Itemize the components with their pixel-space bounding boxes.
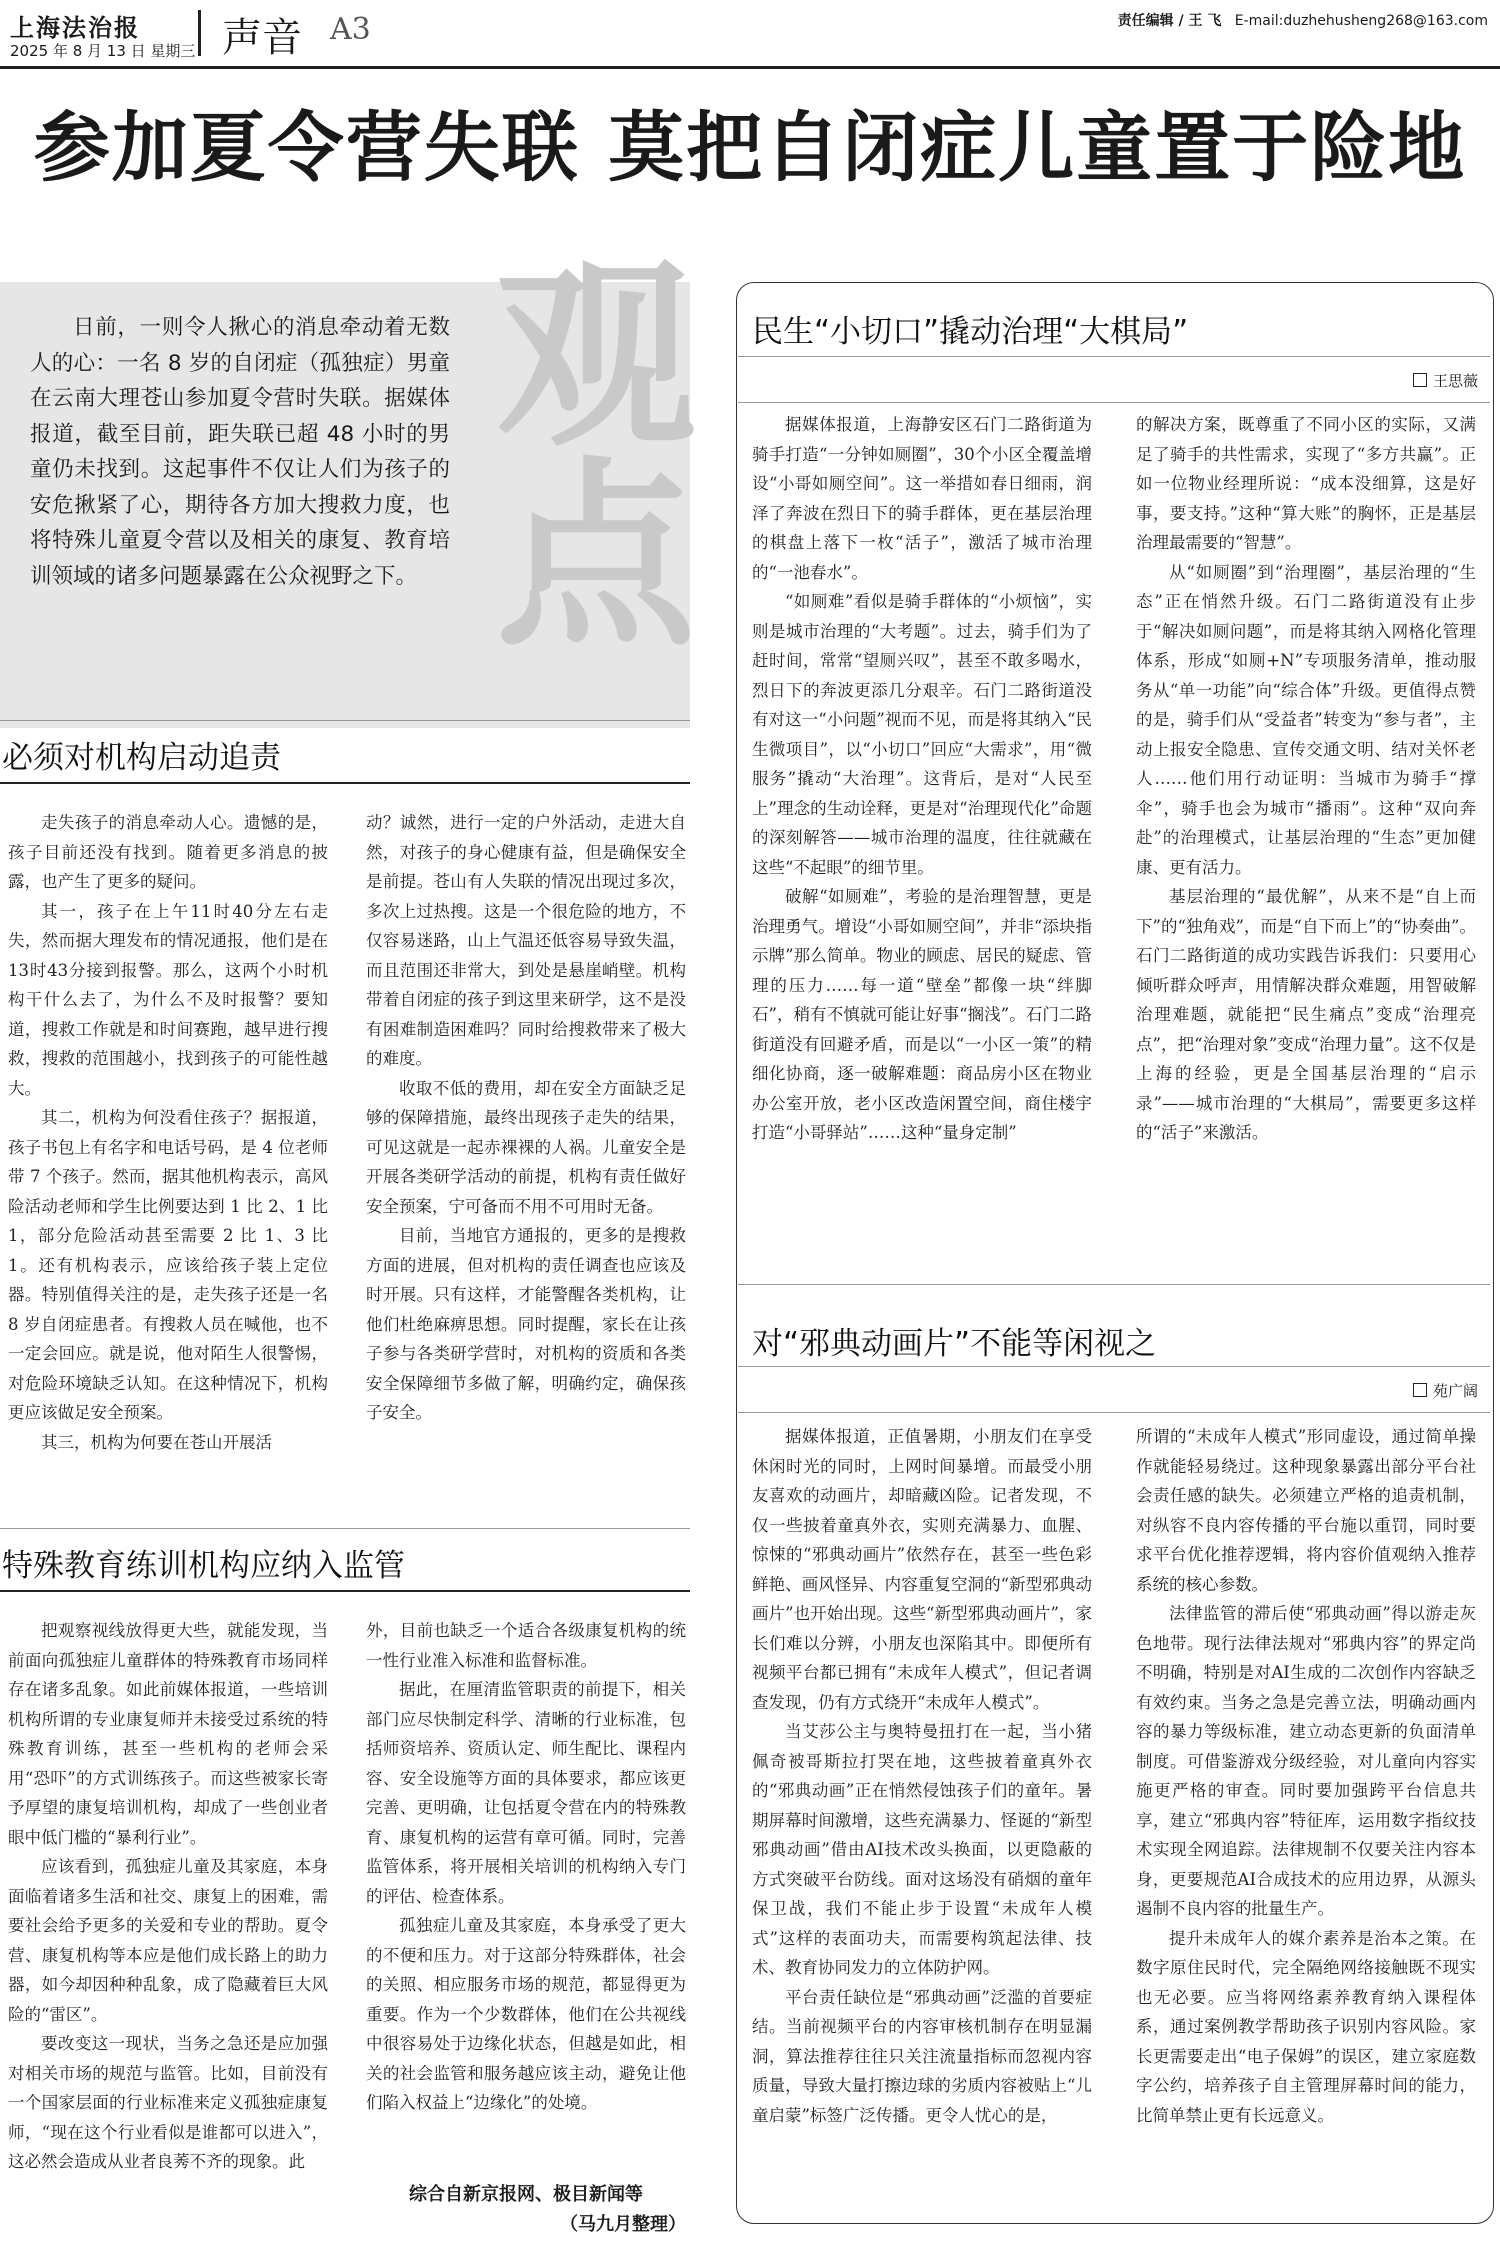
paragraph: 应该看到，孤独症儿童及其家庭，本身面临着诸多生活和社交、康复上的困难，需要社会给予更多的关爱和专业的帮助。夏令营、康复机构等本应是他们成长路上的助力器，如今却因种种乱象，成了隐藏着巨大风险的“雷区”。 (8, 1857, 328, 2024)
editor-label: 责任编辑 / 王 飞 (1117, 13, 1222, 29)
header-divider (198, 10, 201, 56)
paragraph: 据此，在厘清监管职责的前提下，相关部门应尽快制定科学、清晰的行业标准，包括师资培养、资质认定、师生配比、课程内容、安全设施等方面的具体要求，都应该更完善、更明确，让包括夏令营在内的特殊教育、康复机构的运营有章可循。同时，完善监管体系，将开展相关培训的机构纳入专门的评估、检查体系。 (366, 1680, 686, 1906)
editor-email: E-mail:duzhehusheng268@163.com (1234, 13, 1488, 29)
section-name: 声音 (222, 15, 302, 61)
paragraph: 其一，孩子在上午11时40分左右走失，然而据大理发布的情况通报，他们是在13时43分接到报警。那么，这两个小时机构干什么去了，为什么不及时报警？要知道，搜救工作就是和时间赛跑，越早进行搜救，搜救的范围越小，找到孩子的可能性越大。 (8, 901, 328, 1098)
paragraph: 法律监管的滞后使“邪典动画”得以游走灰色地带。现行法律法规对“邪典内容”的界定尚不明确，特别是对AI生成的二次创作内容缺乏有效约束。当务之急是完善立法，明确动画内容的暴力等级标准，建立动态更新的负面清单制度。可借鉴游戏分级经验，对儿童向内容实施更严格的审查。同时要加强跨平台信息共享，建立“邪典内容”特征库，运用数字指纹技术实现全网追踪。法律规制不仅要关注内容本身，更要规范AI合成技术的应用边界，从源头遏制不良内容的批量生产。 (1136, 1604, 1476, 1918)
article2-title: 特殊教育练训机构应纳入监管 (2, 1548, 405, 1584)
paragraph: 据媒体报道，上海静安区石门二路街道为骑手打造“一分钟如厕圈”，30个小区全覆盖增设“小哥如厕空间”。这一举措如春日细雨，润泽了奔波在烈日下的骑手群体，更在基层治理的棋盘上落下一枚“活子”，激活了城市治理的“一池春水”。 (752, 415, 1092, 582)
paragraph: 的解决方案，既尊重了不同小区的实际，又满足了骑手的共性需求，实现了“多方共赢”。正如一位物业经理所说：“成本没细算，这是好事，要支持。”这种“算大账”的胸怀，正是基层治理最需要的“智慧”。 (1136, 415, 1476, 552)
paragraph: 据媒体报道，正值暑期，小朋友们在享受休闲时光的同时，上网时间暴增。而最受小朋友喜欢的动画片，却暗藏凶险。记者发现，不仅一些披着童真外衣，实则充满暴力、血腥、惊悚的“邪典动画片”依然存在，甚至一些色彩鲜艳、画风怪异、内容重复空洞的“新型邪典动画片”也开始出现。这些“新型邪典动画片”，家长们难以分辨，小朋友也深陷其中。即便所有视频平台都已拥有“未成年人模式”，但记者调查发现，仍有方式绕开“未成年人模式”。 (752, 1427, 1092, 1712)
article4-title: 对“邪典动画片”不能等闲视之 (752, 1326, 1157, 1362)
paragraph: 其二，机构为何没看住孩子？据报道，孩子书包上有名字和电话号码，是 4 位老师带 7 个孩子。然而，据其他机构表示，高风险活动老师和学生比例要达到 1 比 2、1 比 1，部分危险活动甚至需要 2 比 1、3 比 1。还有机构表示，应该给孩子装上定位器。特别值得关注的是，走失孩子还是一名 8 岁自闭症患者。有搜救人员在喊他，也不一定会回应。就是说，他对陌生人很警惕，对危险环境缺乏认知。在这种情况下，机构更应该做足安全预案。 (8, 1108, 328, 1422)
paragraph: 从“如厕圈”到“治理圈”，基层治理的“生态”正在悄然升级。石门二路街道没有止步于“解决如厕问题”，而是将其纳入网格化管理体系，形成“如厕+N”专项服务清单，推动服务从“单一功能”向“综合体”升级。更值得点赞的是，骑手们从“受益者”转变为“参与者”，主动上报安全隐患、宣传交通文明、结对关怀老人……他们用行动证明：当城市为骑手“撑伞”，骑手也会为城市“播雨”。这种“双向奔赴”的治理模式，让基层治理的“生态”更加健康、更有活力。 (1136, 562, 1476, 877)
intro-paragraph: 日前，一则令人揪心的消息牵动着无数人的心：一名 8 岁的自闭症（孤独症）男童在云南大理苍山参加夏令营时失联。据媒体报道，截至目前，距失联已超 48 小时的男童仍未找到。这起事件不仅让人们为孩子的安危揪紧了心，期待各方加大搜救力度，也将特殊儿童夏令营以及相关的康复、教育培训领域的诸多问题暴露在公众视野之下。 (30, 315, 450, 589)
article1-title: 必须对机构启动追责 (2, 740, 281, 776)
paragraph: 基层治理的“最优解”，从来不是“自上而下”的“独角戏”，而是“自下而上”的“协奏曲”。石门二路街道的成功实践告诉我们：只要用心倾听群众呼声，用情解决群众难题，用智破解治理难题，就能把“民生痛点”变成“治理亮点”，把“治理对象”变成“治理力量”。这不仅是上海的经验，更是全国基层治理的“启示录”——城市治理的“大棋局”，需要更多这样的“活子”来激活。 (1136, 887, 1476, 1142)
article2-top-rule (0, 1528, 690, 1529)
article2-col2 (366, 1616, 686, 2118)
watermark-guandian (462, 250, 698, 673)
watermark-text: 观点 (462, 250, 698, 650)
article3-title: 民生“小切口”撬动治理“大棋局” (752, 314, 1189, 350)
paragraph: 动？诚然，进行一定的户外活动，走进大自然，对孩子的身心健康有益，但是确保安全是前提。苍山有人失联的情况出现过多次，多次上过热搜。这是一个很危险的地方，不仅容易迷路，山上气温还低容易导致失温，而且范围还非常大，到处是悬崖峭壁。机构带着自闭症的孩子到这里来研学，这不是没有困难制造困难吗？同时给搜救带来了极大的难度。 (366, 813, 686, 1068)
article2-compiler: （马九月整理） (560, 2214, 686, 2235)
paragraph: 收取不低的费用，却在安全方面缺乏足够的保障措施，最终出现孩子走失的结果，可见这就是一起赤裸裸的人祸。儿童安全是开展各类研学活动的前提，机构有责任做好安全预案，宁可备而不用不可用时无备。 (366, 1078, 686, 1216)
article4-col1 (752, 1422, 1092, 2130)
article4-author: 苑广阔 (1432, 1382, 1478, 1400)
article1-col1 (8, 808, 328, 1457)
issue-date: 2025 年 8 月 13 日 星期三 (10, 42, 196, 60)
paragraph: 提升未成年人的媒介素养是治本之策。在数字原住民时代，完全隔绝网络接触既不现实也无必要。应当将网络素养教育纳入课程体系，通过案例教学帮助孩子识别内容风险。家长更需要走出“电子保姆”的误区，建立家庭数字公约，培养孩子自主管理屏幕时间的能力，比简单禁止更有长远意义。 (1136, 1928, 1476, 2125)
page-number: A3 (330, 12, 371, 47)
byline-square-icon (1413, 373, 1427, 387)
editor-info (1118, 10, 1488, 30)
paragraph: 其三，机构为何要在苍山开展活 (41, 1432, 272, 1452)
main-headline: 参加夏令营失联 莫把自闭症儿童置于险地 (33, 103, 1467, 192)
article1-top-rule (0, 720, 690, 721)
article3-byline-rule (738, 402, 1490, 403)
paragraph: “如厕难”看似是骑手群体的“小烦恼”，实则是城市治理的“大考题”。过去，骑手们为了赶时间，常常“望厕兴叹”，甚至不敢多喝水，烈日下的奔波更添几分艰辛。石门二路街道没有对这一“小问题”视而不见，而是将其纳入“民生微项目”，以“小切口”回应“大需求”，用“微服务”撬动“大治理”。这背后，是对“人民至上”理念的生动诠释，更是对“治理现代化”命题的深刻解答——城市治理的温度，往往就藏在这些“不起眼”的细节里。 (752, 592, 1092, 877)
paragraph: 目前，当地官方通报的，更多的是搜救方面的进展，但对机构的责任调查也应该及时开展。只有这样，才能警醒各类机构，让他们杜绝麻痹思想。同时提醒，家长在让孩子参与各类研学营时，对机构的资质和各类安全保障细节多做了解，明确约定，确保孩子安全。 (366, 1226, 686, 1422)
paragraph: 要改变这一现状，当务之急还是应加强对相关市场的规范与监管。比如，目前没有一个国家层面的行业标准来定义孤独症康复师，“现在这个行业看似是谁都可以进入”，这必然会造成从业者良莠不齐的现象。此 (8, 2034, 328, 2171)
paragraph: 外，目前也缺乏一个适合各级康复机构的统一性行业准入标准和监督标准。 (366, 1621, 686, 1670)
article1-title-rule (0, 782, 690, 784)
article1-col2 (366, 808, 686, 1428)
paragraph: 把观察视线放得更大些，就能发现，当前面向孤独症儿童群体的特殊教育市场同样存在诸多乱象。如此前媒体报道，一些培训机构所谓的专业康复师并未接受过系统的特殊教育训练，甚至一些机构的老师会采用“恐吓”的方式训练孩子。而这些被家长寄予厚望的康复培训机构，却成了一些创业者眼中低门槛的“暴利行业”。 (8, 1621, 328, 1847)
article3-author: 王思薇 (1432, 372, 1478, 390)
paragraph: 平台责任缺位是“邪典动画”泛滥的首要症结。当前视频平台的内容审核机制存在明显漏洞，算法推荐往往只关注流量指标而忽视内容质量，导致大量打擦边球的劣质内容被贴上“儿童启蒙”标签广泛传播。更令人忧心的是， (752, 1987, 1092, 2125)
article2-source: 综合自新京报网、极目新闻等 (409, 2184, 643, 2205)
article2-col1 (8, 1616, 328, 2177)
article4-byline-rule (738, 1412, 1490, 1413)
article3-title-rule (738, 356, 1490, 357)
paragraph: 孤独症儿童及其家庭，本身承受了更大的不便和压力。对于这部分特殊群体，社会的关照、相应服务市场的规范，都显得更为重要。作为一个少数群体，他们在公共视线中很容易处于边缘化状态，但越是如此，相关的社会监管和服务越应该主动，避免让他们陷入权益上“边缘化”的处境。 (366, 1916, 686, 2112)
article4-col2 (1136, 1422, 1476, 2130)
paragraph: 走失孩子的消息牵动人心。遗憾的是，孩子目前还没有找到。随着更多消息的披露，也产生了更多的疑问。 (8, 813, 328, 891)
masthead: 上海法治报 (10, 13, 140, 42)
article4-byline (1413, 1380, 1478, 1401)
article4-top-rule (738, 1284, 1490, 1285)
article2-title-rule (0, 1590, 690, 1592)
article3-col1 (752, 410, 1092, 1148)
article3-col2 (1136, 410, 1476, 1148)
article4-title-rule (738, 1366, 1490, 1367)
header-rule (0, 66, 1500, 69)
article3-byline (1413, 370, 1478, 391)
paragraph: 当艾莎公主与奥特曼扭打在一起，当小猪佩奇被哥斯拉打哭在地，这些披着童真外衣的“邪典动画”正在悄然侵蚀孩子们的童年。暑期屏幕时间激增，这些充满暴力、怪诞的“新型邪典动画”借由AI技术改头换面，以更隐蔽的方式突破平台防线。面对这场没有硝烟的童年保卫战，我们不能止步于设置“未成年人模式”这样的表面功夫，而需要构筑起法律、技术、教育协同发力的立体防护网。 (752, 1722, 1092, 1977)
paragraph: 所谓的“未成年人模式”形同虚设，通过简单操作就能轻易绕过。这种现象暴露出部分平台社会责任感的缺失。必须建立严格的追责机制，对纵容不良内容传播的平台施以重罚，同时要求平台优化推荐逻辑，将内容价值观纳入推荐系统的核心参数。 (1136, 1427, 1476, 1594)
paragraph: 破解“如厕难”，考验的是治理智慧，更是治理勇气。增设“小哥如厕空间”，并非“添块指示牌”那么简单。物业的顾虑、居民的疑虑、管理的压力……每一道“壁垒”都像一块“绊脚石”，稍有不慎就可能让好事“搁浅”。石门二路街道没有回避矛盾，而是以“一小区一策”的精细化协商，逐一破解难题：商品房小区在物业办公室开放，老小区改造闲置空间，商住楼宇打造“小哥驿站”……这种“量身定制” (752, 887, 1092, 1142)
byline-square-icon (1413, 1383, 1427, 1397)
